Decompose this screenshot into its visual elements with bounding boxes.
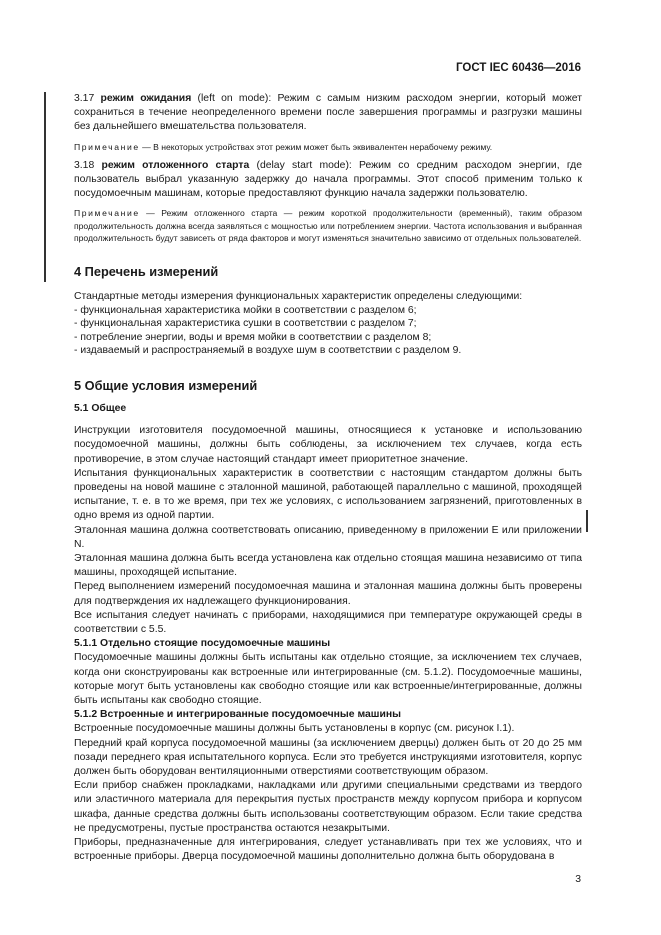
- definition-3-18: 3.18 режим отложенного старта (delay start mode): Режим со средним расходом энергии, где пользователь выбрал указанную задержку до начала программы. Этот способ применим только к посудомоечным машинам, которые предоставляют функцию начала задержки пользователю.: [74, 159, 582, 200]
- change-bar: [586, 510, 588, 532]
- list-item: - функциональная характеристика мойки в соответствии с разделом 6;: [74, 304, 417, 316]
- document-body: [74, 92, 582, 865]
- standard-code: ГОСТ IEC 60436—2016: [456, 62, 581, 74]
- section-5-title: 5 Общие условия измерений: [74, 378, 258, 393]
- page-number: 3: [575, 874, 581, 885]
- note-3-17: Примечание — В некоторых устройствах этот режим может быть эквивалентен нерабочему режиму.: [74, 141, 493, 152]
- paragraph: Приборы, предназначенные для интегрирования, следует устанавливать при тех же условиях, что и встроенные приборы. Дверца посудомоечной машины дополнительно должна быть оборудована в: [74, 837, 582, 863]
- paragraph: Посудомоечные машины должны быть испытаны как отдельно стоящие, за исключением тех случаев, когда они сконструированы как встроенные или интегрированные (см. 5.1.2). Посудомоечные машины, которые могут быть установлены как свободно стоящие или как встроенные/интегрированные, должны быть испытаны как свободно стоящие.: [74, 652, 582, 707]
- paragraph: Инструкции изготовителя посудомоечной машины, относящиеся к установке и использованию посудомоечной машины, должны быть соблюдены, за исключением тех случаев, когда есть противоречие, в этом случае настоящий стандарт имеет приоритетное значение.: [74, 425, 582, 465]
- paragraph: Эталонная машина должна соответствовать описанию, приведенному в приложении E или приложении N.: [74, 524, 582, 550]
- section-4-title: 4 Перечень измерений: [74, 264, 219, 280]
- paragraph: Испытания функциональных характеристик в соответствии с настоящим стандартом должны быть проведены на новой машине с эталонной машиной, работающей параллельно с машиной, проходящей испытание, т. е. в то же время, при тех же условиях, с использованием загрязнений, приготовленных в одно время из одной партии.: [74, 467, 582, 522]
- subsection-5-1-1-title: 5.1.1 Отдельно стоящие посудомоечные машины: [74, 638, 331, 650]
- paragraph: Перед выполнением измерений посудомоечная машина и эталонная машина должны быть проверены для подтверждения их надлежащего функционирования.: [74, 581, 582, 607]
- list-item: - издаваемый и распространяемый в воздухе шум в соответствии с разделом 9.: [74, 345, 462, 357]
- list-item: - функциональная характеристика сушки в соответствии с разделом 7;: [74, 318, 417, 330]
- note-3-18: Примечание — Режим отложенного старта — режим короткой продолжительности (временный), таким образом продолжительность должна всегда заявляться с мощностью или потреблением энергии. Частота использования и выбранная продолжительность будут зависеть от ряда факторов и могут изменяться значительно зависимо от отдельных пользователей.: [74, 208, 582, 243]
- subsection-5-1-title: 5.1 Общее: [74, 403, 127, 414]
- paragraph: Если прибор снабжен прокладками, накладками или другими специальными средствами из твердого или эластичного материала для перекрытия пустых пространств между корпусом прибора и корпусом шкафа, данные средства должны быть использованы соответствующим образом. Если такие средства не предусмотрены, пустые пространства остаются незакрытыми.: [74, 780, 582, 834]
- change-bar: [44, 92, 46, 282]
- subsection-5-1-2-title: 5.1.2 Встроенные и интегрированные посудомоечные машины: [74, 709, 401, 721]
- paragraph: Эталонная машина должна быть всегда установлена как отдельно стоящая машина независимо от типа машины, проходящей испытание.: [74, 553, 582, 579]
- section-4-intro: Стандартные методы измерения функциональных характеристик определены следующими:: [74, 291, 523, 303]
- paragraph: Встроенные посудомоечные машины должны быть установлены в корпус (см. рисунок I.1).: [74, 723, 515, 735]
- list-item: - потребление энергии, воды и время мойки в соответствии с разделом 8;: [74, 331, 432, 343]
- paragraph: Передний край корпуса посудомоечной машины (за исключением дверцы) должен быть от 20 до 25 мм позади переднего края испытательного корпуса. Если это требуется инструкциями изготовителя, корпус должен быть оборудован вентиляционными отверстиями соответствующим образом.: [74, 737, 582, 778]
- definition-3-17: 3.17 режим ожидания (left on mode): Режим с самым низким расходом энергии, который может сохраниться в течение неопределенного времени после завершения программы и разгрузки машины без дальнейшего вмешательства пользователя.: [74, 93, 582, 133]
- paragraph: Все испытания следует начинать с приборами, находящимися при температуре окружающей среды в соответствии с 5.5.: [74, 609, 582, 636]
